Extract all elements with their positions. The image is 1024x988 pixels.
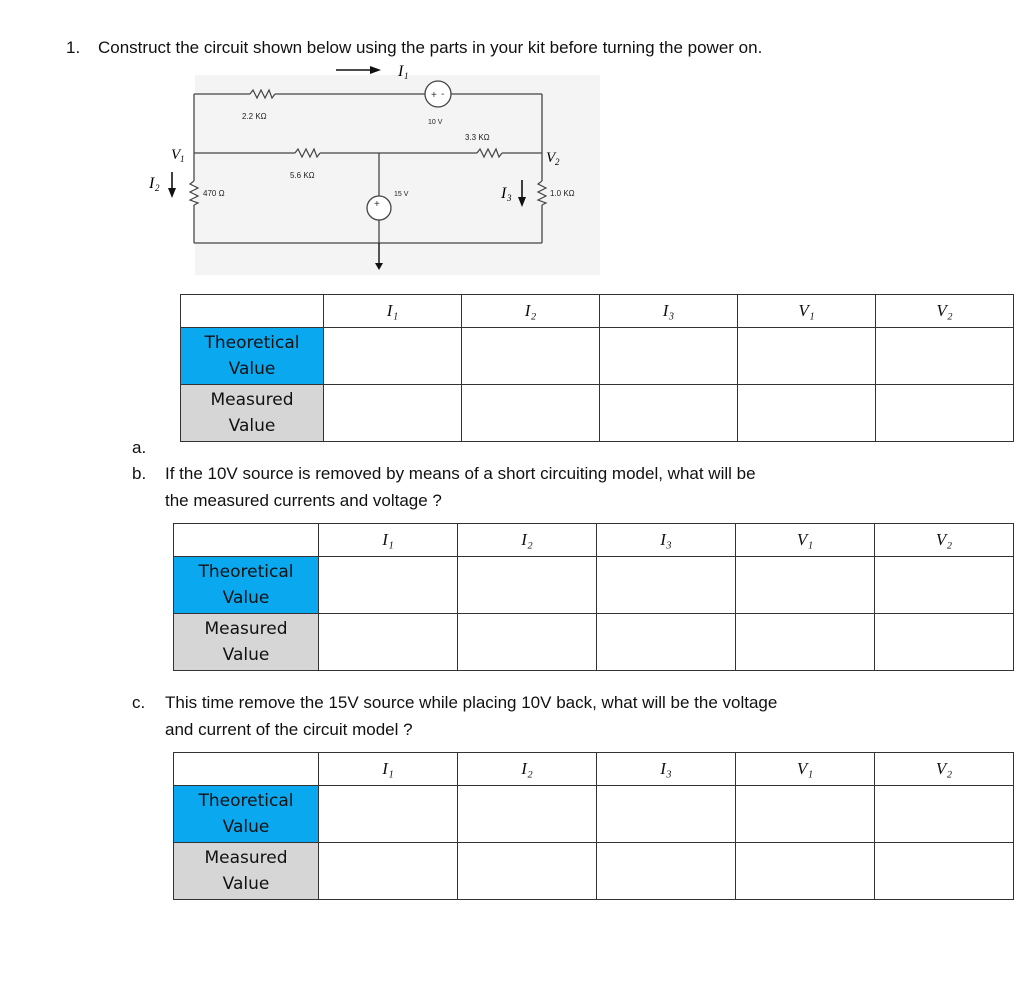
header-i1: I₁: [319, 524, 458, 557]
row-label-theoretical: Theoretical Value: [181, 328, 324, 385]
header-v2: V₂: [876, 295, 1014, 328]
svg-text:1: 1: [404, 71, 409, 81]
header-blank: [174, 753, 319, 786]
cell-theoretical-v1[interactable]: [738, 328, 876, 385]
row-label-theoretical: Theoretical Value: [174, 557, 319, 614]
cell-measured-v1[interactable]: [736, 614, 875, 671]
cell-measured-v1[interactable]: [736, 843, 875, 900]
cell-measured-i1[interactable]: [319, 614, 458, 671]
header-blank: [181, 295, 324, 328]
header-v1: V₁: [738, 295, 876, 328]
cell-theoretical-i3[interactable]: [597, 557, 736, 614]
header-v1: V₁: [736, 524, 875, 557]
header-i2: I₂: [458, 753, 597, 786]
cell-theoretical-i2[interactable]: [458, 786, 597, 843]
row-label-measured: Measured Value: [174, 614, 319, 671]
cell-theoretical-v2[interactable]: [876, 328, 1014, 385]
cell-theoretical-v2[interactable]: [875, 786, 1014, 843]
svg-text:2: 2: [155, 183, 160, 193]
header-i1: I₁: [324, 295, 462, 328]
cell-measured-i3[interactable]: [597, 614, 736, 671]
cell-measured-v2[interactable]: [875, 843, 1014, 900]
svg-text:V: V: [171, 147, 181, 163]
part-c-label: c.: [132, 693, 146, 712]
cell-measured-v2[interactable]: [875, 614, 1014, 671]
svg-text:1: 1: [180, 154, 185, 164]
cell-measured-i2[interactable]: [462, 385, 600, 442]
cell-measured-i3[interactable]: [597, 843, 736, 900]
results-table-b: [173, 523, 1014, 671]
label-3k3: 3.3 KΩ: [465, 133, 490, 142]
cell-measured-i1[interactable]: [319, 843, 458, 900]
voltage-source-15v: [367, 196, 391, 220]
cell-measured-i2[interactable]: [458, 843, 597, 900]
part-b-line1: If the 10V source is removed by means of a short circuiting model, what will be: [165, 464, 756, 483]
results-table-c: [173, 752, 1014, 900]
question-text: Construct the circuit shown below using the parts in your kit before turning the power on.: [98, 38, 763, 57]
cell-theoretical-i1[interactable]: [319, 557, 458, 614]
svg-text:-: -: [441, 89, 445, 100]
header-i3: I₃: [597, 524, 736, 557]
header-i3: I₃: [597, 753, 736, 786]
cell-theoretical-i2[interactable]: [458, 557, 597, 614]
svg-text:I: I: [398, 63, 404, 80]
svg-text:I: I: [501, 185, 507, 202]
cell-theoretical-v1[interactable]: [736, 786, 875, 843]
row-label-theoretical: Theoretical Value: [174, 786, 319, 843]
label-1k0: 1.0 KΩ: [550, 189, 575, 198]
current-arrow-i2: [148, 172, 176, 198]
row-label-measured: Measured Value: [174, 843, 319, 900]
cell-measured-v2[interactable]: [876, 385, 1014, 442]
cell-measured-i2[interactable]: [458, 614, 597, 671]
header-v2: V₂: [875, 524, 1014, 557]
results-table-a: [180, 294, 1014, 442]
row-label-measured: Measured Value: [181, 385, 324, 442]
part-b-line2: the measured currents and voltage ?: [165, 491, 442, 510]
label-15v: 15 V: [394, 191, 409, 198]
header-i2: I₂: [462, 295, 600, 328]
label-10v: 10 V: [428, 119, 443, 126]
label-5k6: 5.6 KΩ: [290, 171, 315, 180]
circuit-diagram: [140, 55, 610, 280]
part-b-label: b.: [132, 464, 147, 483]
svg-text:2: 2: [555, 157, 560, 167]
svg-text:I: I: [149, 175, 155, 192]
header-i3: I₃: [600, 295, 738, 328]
question-number: 1.: [66, 38, 81, 57]
header-i2: I₂: [458, 524, 597, 557]
header-v1: V₁: [736, 753, 875, 786]
voltage-label-v1: [171, 147, 185, 164]
cell-theoretical-i2[interactable]: [462, 328, 600, 385]
header-blank: [174, 524, 319, 557]
part-a-label: a.: [132, 438, 147, 457]
cell-theoretical-v2[interactable]: [875, 557, 1014, 614]
label-470: 470 Ω: [203, 189, 225, 198]
cell-theoretical-v1[interactable]: [736, 557, 875, 614]
label-2k2: 2.2 KΩ: [242, 112, 267, 121]
cell-measured-v1[interactable]: [738, 385, 876, 442]
header-v2: V₂: [875, 753, 1014, 786]
cell-measured-i1[interactable]: [324, 385, 462, 442]
cell-theoretical-i1[interactable]: [324, 328, 462, 385]
cell-measured-i3[interactable]: [600, 385, 738, 442]
cell-theoretical-i3[interactable]: [597, 786, 736, 843]
svg-text:3: 3: [507, 193, 512, 203]
cell-theoretical-i3[interactable]: [600, 328, 738, 385]
part-c-line2: and current of the circuit model ?: [165, 720, 413, 739]
header-i1: I₁: [319, 753, 458, 786]
circuit-background: [195, 75, 600, 275]
svg-text:V: V: [546, 150, 556, 166]
svg-text:+: +: [374, 199, 380, 210]
voltage-source-10v: [425, 81, 451, 107]
part-c-line1: This time remove the 15V source while placing 10V back, what will be the voltage: [165, 693, 778, 712]
cell-theoretical-i1[interactable]: [319, 786, 458, 843]
svg-text:+: +: [431, 90, 437, 101]
